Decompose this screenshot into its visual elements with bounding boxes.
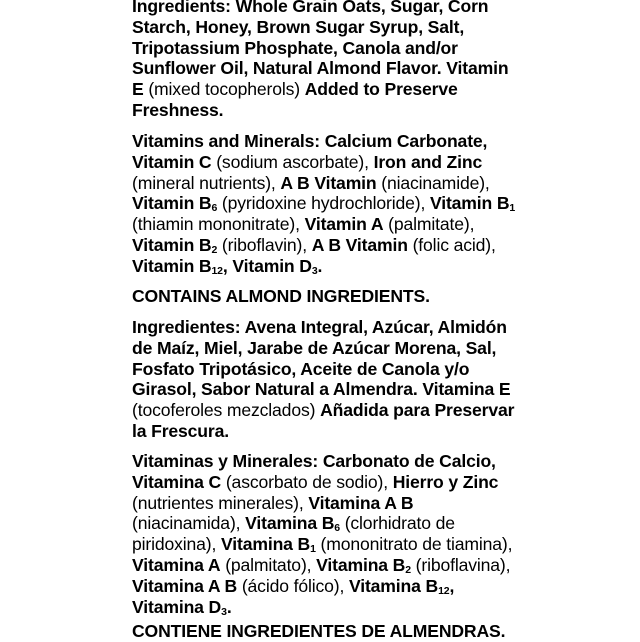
vitamins-en-s9-sub: 1 [509, 202, 516, 215]
ingredients-en [132, 0, 524, 121]
vitamins-en-s4: (mineral nutrients), [132, 172, 281, 193]
vitamins-es-s9: Vitamina B [221, 534, 311, 555]
vitamins-en-s16: (folic acid), [407, 234, 496, 255]
vitamins-en-s8: (pyridoxine hydrochloride), [217, 193, 430, 214]
ingredients-es-main: Ingredientes: Avena Integral, Azúcar, Almidón de Maíz, Miel, Jarabe de Azúcar Morena, Sal, Fosfato Tripotásico, Aceite de Canola y/o Girasol, Sabor Natural a Almendra. Vitamina E [132, 317, 511, 400]
vitamins-en-s10: (thiamin mononitrate), [132, 214, 305, 235]
vitamins-es-s18: , Vitamina D [132, 575, 455, 617]
vitamins-es-s10: (mononitrato de tiamina), [315, 534, 513, 555]
allergen-en: CONTAINS ALMOND INGREDIENTS. [132, 286, 430, 306]
vitamins-es [132, 451, 524, 617]
vitamins-en-s5: A B Vitamin [280, 172, 377, 193]
ingredients-es-end: Añadida para Preservar la Frescura. [132, 400, 515, 441]
vitamins-es-s11: Vitamina A [132, 554, 221, 575]
vitamins-en-s7: Vitamin B [132, 193, 212, 214]
vitamins-en-s18-sub: 3 [311, 264, 318, 277]
vitamins-es-s2: (ascorbato de sodio), [221, 471, 393, 492]
vitamins-en-s15: A B Vitamin [311, 234, 408, 255]
vitamins-en-s3: Iron and Zinc [373, 151, 483, 172]
vitamins-es-s17-sub: 12 [438, 584, 450, 597]
vitamins-en-s17-sub: 12 [211, 264, 223, 277]
vitamins-es-s19: . [226, 596, 232, 617]
vitamins-en-s6: (niacinamide), [376, 172, 490, 193]
vitamins-es-s14: (riboflavina), [410, 554, 511, 575]
vitamins-es-s18-sub: 3 [221, 605, 227, 618]
vitamins-en-s11: Vitamin A [304, 214, 384, 235]
vitamins-es-s6: (niacinamida), [132, 513, 246, 534]
vitamins-es-s5: Vitamina A B [308, 492, 414, 513]
ingredients-en-note: (mixed tocopherols) [143, 79, 305, 100]
vitamins-es-s17: Vitamina B [348, 575, 439, 596]
vitamins-en-s13-sub: 2 [211, 243, 218, 256]
vitamins-en-s17: Vitamin B [132, 255, 212, 276]
vitamins-en-s13: Vitamin B [132, 234, 212, 255]
ingredients-en-main: Ingredients: Whole Grain Oats, Sugar, Corn Starch, Honey, Brown Sugar Syrup, Salt, Tripotassium Phosphate, Canola and/or Sunflower Oil, Natural Almond Flavor. Vitamin E [132, 0, 509, 100]
vitamins-es-s13: Vitamina B [316, 554, 406, 575]
vitamins-es-s7-sub: 6 [334, 522, 340, 535]
vitamins-es-s13-sub: 2 [405, 563, 411, 576]
ingredients-en-end: Added to Preserve Freshness. [132, 79, 458, 120]
vitamins-en-s19: . [317, 255, 323, 276]
vitamins-en [132, 131, 524, 277]
ingredients-es-note: (tocoferoles mezclados) [132, 400, 321, 421]
vitamins-es-s3: Hierro y Zinc [392, 471, 499, 492]
vitamins-es-s12: (palmitato), [220, 554, 317, 575]
vitamins-es-s4: (nutrientes minerales), [132, 492, 309, 513]
vitamins-es-s1: Vitaminas y Minerales: Carbonato de Calcio, Vitamina C [132, 451, 496, 492]
vitamins-en-s18: , Vitamin D [222, 255, 312, 276]
ingredients-es [132, 317, 524, 442]
vitamins-en-s7-sub: 6 [211, 202, 218, 215]
allergen-es: CONTIENE INGREDIENTES DE ALMENDRAS. [132, 621, 506, 641]
vitamins-en-s1: Vitamins and Minerals: Calcium Carbonate, Vitamin C [132, 131, 488, 172]
vitamins-en-s9: Vitamin B [429, 193, 510, 214]
vitamins-es-s16: (ácido fólico), [237, 575, 349, 596]
vitamins-en-s12: (palmitate), [383, 214, 475, 235]
vitamins-es-s9-sub: 1 [310, 543, 316, 556]
vitamins-es-s8: (clorhidrato de piridoxina), [132, 513, 455, 555]
vitamins-en-s2: (sodium ascorbate), [211, 151, 374, 172]
vitamins-es-s7: Vitamina B [245, 513, 335, 534]
vitamins-es-s15: Vitamina A B [132, 575, 238, 596]
vitamins-en-s14: (riboflavin), [217, 234, 312, 255]
